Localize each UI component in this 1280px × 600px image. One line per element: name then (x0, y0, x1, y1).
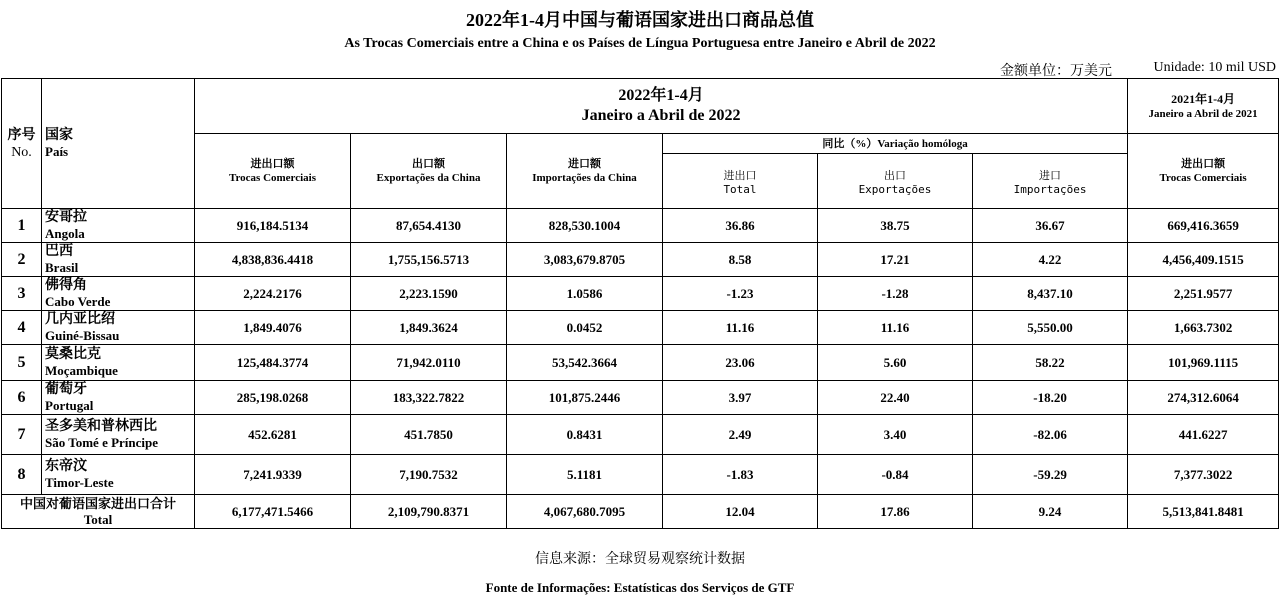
total-trade: 6,177,471.5466 (195, 495, 351, 529)
country-name-cn: 圣多美和普林西比 (45, 418, 157, 434)
country-name-cn: 葡萄牙 (45, 381, 87, 397)
cell-yoy-import: 4.22 (973, 243, 1128, 277)
header-yoy-total: 进出口 Total (663, 154, 818, 209)
cell-yoy-import: 58.22 (973, 345, 1128, 381)
cell-yoy-import: -59.29 (973, 455, 1128, 495)
cell-export: 2,223.1590 (351, 277, 507, 311)
row-index: 2 (2, 243, 42, 277)
total-label: 中国对葡语国家进出口合计 Total (2, 495, 195, 529)
country-name-pt: Brasil (45, 259, 79, 275)
cell-prev-trade: 4,456,409.1515 (1128, 243, 1279, 277)
cell-export: 1,755,156.5713 (351, 243, 507, 277)
country-name-cn: 莫桑比克 (45, 346, 101, 362)
cell-import: 3,083,679.8705 (507, 243, 663, 277)
cell-export: 183,322.7822 (351, 381, 507, 415)
cell-import: 53,542.3664 (507, 345, 663, 381)
cell-yoy-export: 5.60 (818, 345, 973, 381)
cell-export: 1,849.3624 (351, 311, 507, 345)
row-index: 4 (2, 311, 42, 345)
country-name-cn: 几内亚比绍 (45, 311, 115, 327)
cell-prev-trade: 101,969.1115 (1128, 345, 1279, 381)
header-yoy: 同比（%）Variação homóloga (663, 134, 1128, 154)
row-index: 8 (2, 455, 42, 495)
row-index: 1 (2, 209, 42, 243)
source-pt: Fonte de Informações: Estatísticas dos Serviços de GTF (485, 580, 795, 595)
row-index: 7 (2, 415, 42, 455)
total-prev-trade: 5,513,841.8481 (1128, 495, 1279, 529)
cell-yoy-total: -1.83 (663, 455, 818, 495)
cell-country (42, 243, 195, 277)
page-title: 2022年1-4月中国与葡语国家进出口商品总值 (466, 10, 814, 30)
country-name-pt: Guiné-Bissau (45, 327, 120, 343)
cell-prev-trade: 274,312.6064 (1128, 381, 1279, 415)
table-row (2, 311, 1279, 345)
cell-yoy-export: -0.84 (818, 455, 973, 495)
total-import: 4,067,680.7095 (507, 495, 663, 529)
country-name-pt: Timor-Leste (45, 474, 114, 490)
cell-yoy-export: 3.40 (818, 415, 973, 455)
cell-yoy-import: -82.06 (973, 415, 1128, 455)
unit-label-cn: 金额单位：万美元 (1000, 64, 1112, 79)
header-period-2022: 2022年1-4月 Janeiro a Abril de 2022 (195, 79, 1128, 134)
cell-export: 451.7850 (351, 415, 507, 455)
total-row (2, 495, 1279, 529)
cell-country (42, 209, 195, 243)
cell-import: 101,875.2446 (507, 381, 663, 415)
cell-yoy-import: 5,550.00 (973, 311, 1128, 345)
cell-yoy-total: 8.58 (663, 243, 818, 277)
country-name-pt: Portugal (45, 397, 94, 413)
cell-yoy-total: 3.97 (663, 381, 818, 415)
cell-country (42, 345, 195, 381)
total-export: 2,109,790.8371 (351, 495, 507, 529)
total-yoy-import: 9.24 (973, 495, 1128, 529)
country-name-cn: 东帝汶 (45, 458, 87, 474)
table-row (2, 381, 1279, 415)
header-prev-trade: 进出口额 Trocas Comerciais (1128, 134, 1279, 209)
cell-country (42, 277, 195, 311)
cell-import: 5.1181 (507, 455, 663, 495)
cell-yoy-total: 36.86 (663, 209, 818, 243)
total-yoy-export: 17.86 (818, 495, 973, 529)
header-yoy-export: 出口 Exportações (818, 154, 973, 209)
cell-import: 1.0586 (507, 277, 663, 311)
cell-yoy-export: 38.75 (818, 209, 973, 243)
row-index: 6 (2, 381, 42, 415)
table-row (2, 243, 1279, 277)
country-name-pt: Cabo Verde (45, 293, 111, 309)
unit-label-pt: Unidade: 10 mil USD (1153, 60, 1276, 75)
cell-yoy-export: 22.40 (818, 381, 973, 415)
row-index: 3 (2, 277, 42, 311)
country-name-cn: 巴西 (45, 243, 73, 259)
cell-export: 7,190.7532 (351, 455, 507, 495)
cell-prev-trade: 669,416.3659 (1128, 209, 1279, 243)
cell-yoy-import: 36.67 (973, 209, 1128, 243)
cell-trade: 7,241.9339 (195, 455, 351, 495)
trade-table (1, 78, 1279, 529)
cell-trade: 125,484.3774 (195, 345, 351, 381)
cell-prev-trade: 7,377.3022 (1128, 455, 1279, 495)
country-name-pt: Moçambique (45, 362, 118, 378)
header-export: 出口额 Exportações da China (351, 134, 507, 209)
cell-import: 828,530.1004 (507, 209, 663, 243)
cell-yoy-import: -18.20 (973, 381, 1128, 415)
cell-yoy-export: 11.16 (818, 311, 973, 345)
header-index: 序号 No. (2, 79, 42, 209)
cell-yoy-export: 17.21 (818, 243, 973, 277)
table-row (2, 209, 1279, 243)
cell-trade: 2,224.2176 (195, 277, 351, 311)
cell-trade: 1,849.4076 (195, 311, 351, 345)
table-row (2, 455, 1279, 495)
table-row (2, 415, 1279, 455)
cell-yoy-total: 11.16 (663, 311, 818, 345)
header-trade: 进出口额 Trocas Comerciais (195, 134, 351, 209)
country-name-cn: 安哥拉 (45, 209, 87, 225)
source-cn: 信息来源：全球贸易观察统计数据 (535, 551, 745, 567)
header-yoy-import: 进口 Importações (973, 154, 1128, 209)
table-row (2, 345, 1279, 381)
cell-yoy-total: 23.06 (663, 345, 818, 381)
header-country: 国家 País (42, 79, 195, 209)
cell-trade: 4,838,836.4418 (195, 243, 351, 277)
country-name-cn: 佛得角 (45, 277, 87, 293)
cell-yoy-total: -1.23 (663, 277, 818, 311)
cell-country (42, 311, 195, 345)
header-period-2021: 2021年1-4月 Janeiro a Abril de 2021 (1128, 79, 1279, 134)
total-yoy-total: 12.04 (663, 495, 818, 529)
cell-yoy-export: -1.28 (818, 277, 973, 311)
cell-yoy-import: 8,437.10 (973, 277, 1128, 311)
table-row (2, 277, 1279, 311)
cell-prev-trade: 1,663.7302 (1128, 311, 1279, 345)
cell-yoy-total: 2.49 (663, 415, 818, 455)
page-subtitle: As Trocas Comerciais entre a China e os Países de Língua Portuguesa entre Janeiro e Abril de 2022 (344, 36, 936, 51)
cell-prev-trade: 441.6227 (1128, 415, 1279, 455)
cell-trade: 285,198.0268 (195, 381, 351, 415)
row-index: 5 (2, 345, 42, 381)
cell-export: 71,942.0110 (351, 345, 507, 381)
cell-trade: 452.6281 (195, 415, 351, 455)
cell-import: 0.0452 (507, 311, 663, 345)
cell-country (42, 381, 195, 415)
cell-import: 0.8431 (507, 415, 663, 455)
country-name-pt: Angola (45, 225, 85, 241)
cell-country (42, 415, 195, 455)
cell-export: 87,654.4130 (351, 209, 507, 243)
cell-country (42, 455, 195, 495)
cell-trade: 916,184.5134 (195, 209, 351, 243)
country-name-pt: São Tomé e Príncipe (45, 434, 159, 450)
header-import: 进口额 Importações da China (507, 134, 663, 209)
cell-prev-trade: 2,251.9577 (1128, 277, 1279, 311)
